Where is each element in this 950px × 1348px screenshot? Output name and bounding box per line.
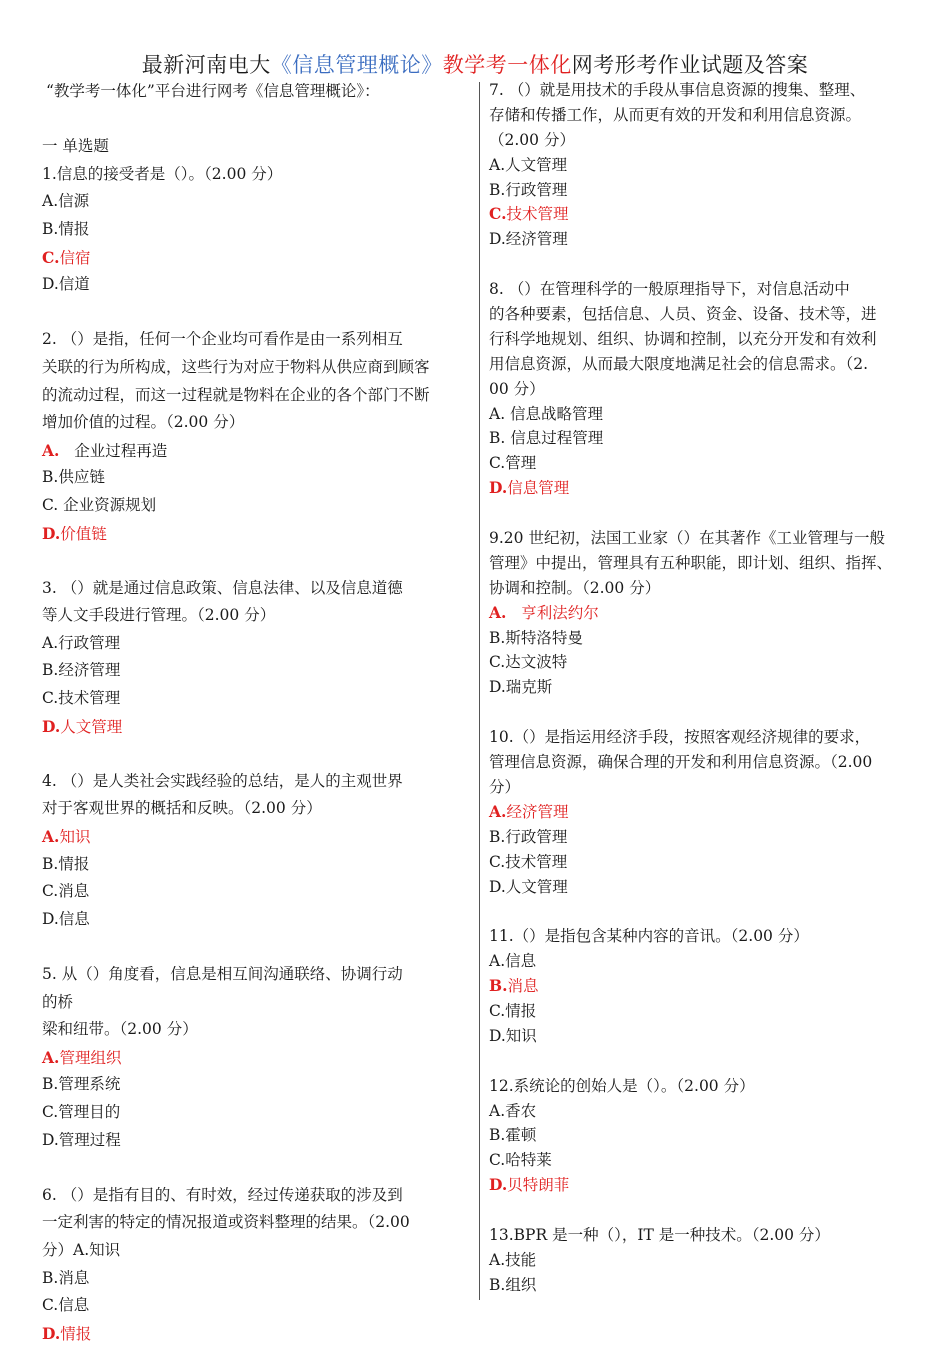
option-c: C. 企业资源规划 [42, 495, 157, 514]
answer-text: 亨利法约尔 [521, 603, 599, 622]
answer-letter: C. [42, 247, 60, 267]
answer-letter: C. [489, 204, 507, 224]
question-stem: 等人文手段进行管理。（2.00 分） [42, 606, 276, 625]
option-c: C.管理目的 [42, 1102, 121, 1121]
question-stem: 的各种要素，包括信息、人员、资金、设备、技术等，进 [489, 305, 877, 324]
option-b: B.消息 [42, 1268, 90, 1287]
answer-letter: D. [42, 1323, 61, 1343]
option-d-answer [42, 713, 470, 741]
option-d: D.管理过程 [42, 1130, 121, 1149]
question-stem: 10.（）是指运用经济手段，按照客观经济规律的要求， [489, 728, 871, 747]
answer-letter: B. [489, 976, 508, 996]
answer-text: 消息 [507, 977, 539, 996]
question-1 [42, 161, 470, 299]
answer-text: 信宿 [59, 248, 91, 267]
option-a: A. 信息战略管理 [489, 404, 604, 423]
option-b: B.情报 [42, 219, 90, 238]
option-d-answer [489, 1173, 921, 1198]
answer-text: 技术管理 [506, 205, 569, 224]
question-stem: 关联的行为所构成，这些行为对应于物料从供应商到顾客 [42, 357, 430, 376]
option-b: B. 信息过程管理 [489, 429, 604, 448]
option-d: D.人文管理 [489, 877, 568, 896]
question-stem: 1.信息的接受者是（）。（2.00 分） [42, 164, 283, 183]
question-stem: 7. （）就是用技术的手段从事信息资源的搜集、整理、 [489, 81, 866, 99]
column-divider [479, 82, 480, 1300]
option-d: D.知识 [489, 1026, 537, 1045]
option-c: C.管理 [489, 454, 537, 473]
option-a: A.香农 [489, 1101, 537, 1120]
option-c-answer [489, 202, 921, 227]
question-9 [489, 526, 921, 700]
title-part-3: 教学考一体化 [442, 53, 572, 77]
question-3 [42, 575, 470, 741]
option-c: C.技术管理 [42, 689, 121, 708]
question-stem: 8. （）在管理科学的一般原理指导下，对信息活动中 [489, 280, 850, 299]
question-6 [42, 1182, 470, 1348]
question-11 [489, 924, 921, 1048]
question-stem: 分）A.知识 [42, 1240, 121, 1259]
option-a: A.信源 [42, 192, 90, 211]
title-part-1: 最新河南电大 [141, 53, 271, 77]
question-stem: 11.（）是指包含某种内容的音讯。（2.00 分） [489, 927, 809, 946]
answer-text: 人文管理 [60, 717, 123, 736]
question-stem: 5. 从（）角度看，信息是相互间沟通联络、协调行动 [42, 965, 403, 983]
option-c: C.达文波特 [489, 653, 568, 672]
answer-letter: D. [42, 523, 61, 543]
question-stem: 13.BPR 是一种（），IT 是一种技术。（2.00 分） [489, 1225, 830, 1244]
title-part-4: 网考形考作业试题及答案 [571, 53, 809, 77]
answer-letter: D. [489, 1175, 508, 1195]
answer-text: 情报 [60, 1324, 92, 1343]
option-b: B.经济管理 [42, 661, 121, 680]
answer-text: 价值链 [60, 524, 107, 543]
question-8 [489, 277, 921, 501]
right-column [489, 78, 921, 1298]
answer-letter: D. [42, 716, 61, 736]
option-a-answer [42, 1044, 470, 1072]
option-d: D.瑞克斯 [489, 678, 553, 697]
question-stem: 2. （）是指，任何一个企业均可看作是由一系列相互 [42, 330, 403, 349]
question-stem: 协调和控制。（2.00 分） [489, 578, 661, 597]
option-d: D.信息 [42, 909, 90, 928]
answer-text: 信息管理 [507, 479, 570, 498]
answer-text: 知识 [59, 828, 91, 847]
option-d-answer [489, 476, 921, 501]
option-b: B.供应链 [42, 468, 105, 487]
question-stem: 的流动过程，而这一过程就是物料在企业的各个部门不断 [42, 385, 430, 404]
option-a: A.行政管理 [42, 633, 121, 652]
question-stem: 管理》中提出，管理具有五种职能，即计划、组织、指挥、 [489, 553, 893, 572]
answer-text: 经济管理 [506, 802, 569, 821]
question-stem: 6. （）是指有目的、有时效，经过传递获取的涉及到 [42, 1185, 403, 1204]
question-stem: 12.系统论的创始人是（）。（2.00 分） [489, 1076, 755, 1095]
answer-letter: D. [489, 478, 508, 498]
question-5 [42, 961, 470, 1154]
answer-letter: A. [42, 827, 60, 847]
answer-text: 管理组织 [59, 1048, 122, 1067]
answer-text: 贝特朗菲 [507, 1176, 570, 1195]
option-b: B.管理系统 [42, 1075, 121, 1094]
option-a-answer [42, 823, 470, 851]
option-a-text: 企业过程再造 [74, 441, 168, 460]
question-7 [489, 78, 921, 252]
question-10 [489, 725, 921, 899]
question-stem: 的桥 [42, 992, 74, 1011]
option-a: A.人文管理 [489, 155, 568, 174]
question-stem: 对于客观世界的概括和反映。（2.00 分） [42, 799, 322, 818]
option-c: C.哈特莱 [489, 1151, 552, 1170]
option-c-answer [42, 244, 470, 272]
answer-letter: A. [42, 1047, 60, 1067]
question-stem: 一定利害的特定的情况报道或资料整理的结果。（2.00 [42, 1213, 410, 1232]
option-c: C.信息 [42, 1296, 90, 1315]
question-stem: 梁和纽带。（2.00 分） [42, 1020, 198, 1039]
question-stem: 存储和传播工作，从而更有效的开发和利用信息资源。 [489, 105, 862, 124]
option-b: B.行政管理 [489, 827, 568, 846]
question-stem: 00 分） [489, 379, 545, 398]
option-b: B.霍顿 [489, 1126, 537, 1145]
question-4 [42, 768, 470, 934]
option-a [42, 437, 470, 465]
option-b-answer [489, 974, 921, 999]
left-column [42, 78, 470, 1347]
option-c: C.情报 [489, 1001, 537, 1020]
title-part-2: 《信息管理概论》 [270, 53, 443, 77]
option-d-answer [42, 520, 470, 548]
question-13 [489, 1223, 921, 1298]
answer-letter: A. [489, 801, 507, 821]
question-stem: 4. （）是人类社会实践经验的总结，是人的主观世界 [42, 771, 403, 790]
option-d: D.信道 [42, 275, 90, 294]
question-stem: 分） [489, 777, 521, 796]
option-b: B.情报 [42, 854, 90, 873]
option-d: D.经济管理 [489, 230, 568, 249]
question-stem: 9.20 世纪初，法国工业家（）在其著作《工业管理与一般 [489, 529, 885, 548]
option-b: B.斯特洛特曼 [489, 628, 583, 647]
option-d-answer [42, 1320, 470, 1348]
question-2 [42, 326, 470, 547]
question-stem: 增加价值的过程。（2.00 分） [42, 413, 245, 432]
option-a-answer [489, 601, 921, 626]
document-title [0, 50, 950, 80]
question-stem: 用信息资源，从而最大限度地满足社会的信息需求。（2. [489, 354, 869, 373]
option-a-answer [489, 800, 921, 825]
question-12 [489, 1074, 921, 1198]
intro-text: “教学考一体化”平台进行网考《信息管理概论》： [46, 82, 380, 100]
question-stem: （2.00 分） [489, 130, 575, 149]
answer-letter: A. [489, 602, 507, 622]
question-stem: 3. （）就是通过信息政策、信息法律、以及信息道德 [42, 578, 403, 597]
option-b: B.行政管理 [489, 180, 568, 199]
answer-letter: A. [42, 440, 60, 460]
section-heading: 一 单选题 [42, 137, 109, 156]
option-c: C.技术管理 [489, 852, 568, 871]
option-a: A.信息 [489, 952, 537, 971]
option-a: A.技能 [489, 1250, 537, 1269]
question-stem: 管理信息资源，确保合理的开发和利用信息资源。（2.00 [489, 753, 873, 772]
question-stem: 行科学地规划、组织、协调和控制，以充分开发和有效利 [489, 329, 877, 348]
option-c: C.消息 [42, 882, 90, 901]
option-b: B.组织 [489, 1275, 537, 1294]
